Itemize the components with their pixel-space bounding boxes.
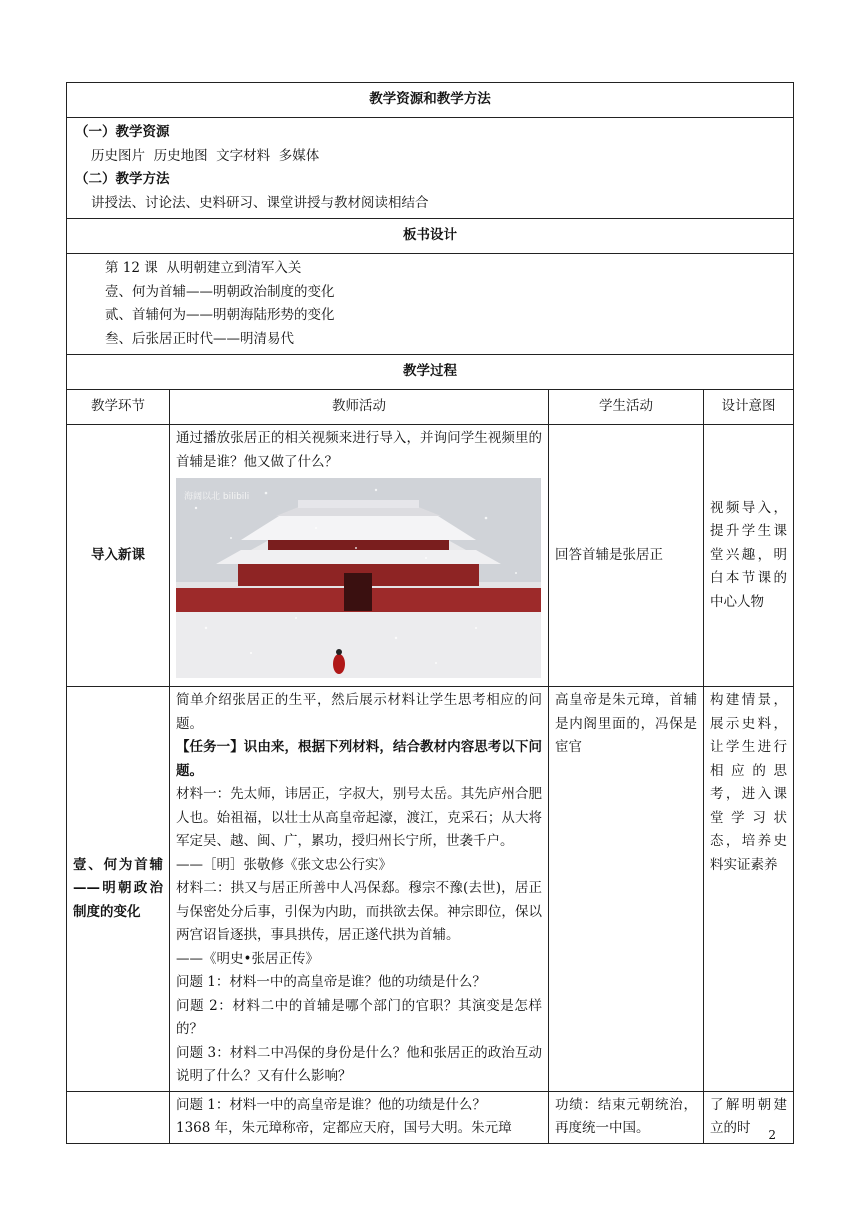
col-header-stage: 教学环节 — [67, 390, 170, 425]
resources-sec1-body: 历史图片 历史地图 文字材料 多媒体 — [91, 147, 320, 164]
teacher-question: 问题 1：材料一中的高皇帝是谁？他的功绩是什么？ — [176, 1096, 486, 1113]
resources-block — [67, 118, 794, 219]
student-cell: 功绩：结束元朝统治，再度统一中国。 — [549, 1091, 704, 1143]
page-number: 2 — [768, 1128, 776, 1142]
board-line: 贰、首辅何为——明朝海陆形势的变化 — [105, 307, 335, 323]
material-one-source: ——［明］张敬修《张文忠公行实》 — [176, 856, 392, 873]
document-page — [66, 82, 793, 1144]
question-two: 问题 2：材料二中的首辅是哪个部门的官职？其演变是怎样的？ — [176, 997, 542, 1037]
lesson-plan-table — [66, 82, 794, 1144]
intent-cell: 构建情景，展示史料，让学生进行相应的思考，进入课堂学习状态，培养史料实证素养 — [704, 687, 794, 1092]
resources-sec2-title: （二）教学方法 — [75, 171, 170, 187]
col-header-student: 学生活动 — [549, 390, 704, 425]
resources-row — [67, 118, 794, 219]
video-still[interactable] — [176, 478, 541, 678]
table-row — [67, 687, 794, 1092]
table-row — [67, 425, 794, 687]
board-line: 叁、后张居正时代——明清易代 — [105, 330, 294, 347]
intent-cell: 视频导入，提升学生课堂兴趣，明白本节课的中心人物 — [704, 425, 794, 687]
resources-sec2-body: 讲授法、讨论法、史料研习、课堂讲授与教材阅读相结合 — [91, 194, 429, 211]
question-one: 问题 1：材料一中的高皇帝是谁？他的功绩是什么？ — [176, 974, 486, 990]
teacher-cell — [170, 687, 549, 1092]
student-cell: 高皇帝是朱元璋，首辅是内阁里面的，冯保是宦官 — [549, 687, 704, 1092]
resources-header-row — [67, 83, 794, 118]
teacher-intro: 简单介绍张居正的生平，然后展示材料让学生思考相应的问题。 — [176, 692, 542, 732]
material-two: 材料二：拱又与居正所善中人冯保郄。穆宗不豫(去世)，居正与保密处分后事，引保为内助，而拱欲去保。神宗即位，保以两宫诏旨逐拱，事具拱传，居正遂代拱为首辅。 — [176, 880, 542, 943]
teacher-answer: 1368 年，朱元璋称帝，定都应天府，国号大明。朱元璋 — [176, 1120, 512, 1136]
stage-cell — [67, 1091, 170, 1143]
board-header-row — [67, 219, 794, 254]
board-line: 第 12 课 从明朝建立到清军入关 — [105, 260, 302, 276]
column-header-row — [67, 390, 794, 425]
col-header-teacher: 教师活动 — [170, 390, 549, 425]
board-line: 壹、何为首辅——明朝政治制度的变化 — [105, 283, 335, 300]
teacher-cell — [170, 1091, 549, 1143]
process-header-row — [67, 355, 794, 390]
question-three: 问题 3：材料二中冯保的身份是什么？他和张居正的政治互动说明了什么？又有什么影响？ — [176, 1044, 542, 1084]
board-row — [67, 254, 794, 355]
process-header: 教学过程 — [67, 355, 794, 390]
resources-header: 教学资源和教学方法 — [67, 83, 794, 118]
video-watermark: 海阔以北 bilibili — [184, 492, 250, 502]
material-two-source: ——《明史•张居正传》 — [176, 950, 319, 967]
col-header-intent: 设计意图 — [704, 390, 794, 425]
board-header: 板书设计 — [67, 219, 794, 254]
material-one: 材料一：先太师，讳居正，字叔大，别号太岳。其先庐州合肥人也。始祖福，以壮士从高皇帝起濠，渡江，克采石；从大将军定吴、越、闽、广，累功，授归州长宁所，世袭千户。 — [176, 786, 542, 849]
task-label: 【任务一】识由来，根据下列材料，结合教材内容思考以下问题。 — [176, 739, 542, 779]
table-row — [67, 1091, 794, 1143]
student-cell: 回答首辅是张居正 — [549, 425, 704, 687]
intent-cell: 了解明朝建立的时 — [704, 1091, 794, 1143]
teacher-text: 通过播放张居正的相关视频来进行导入，并询问学生视频里的首辅是谁？他又做了什么？ — [176, 430, 542, 470]
stage-cell: 壹、何为首辅——明朝政治制度的变化 — [67, 687, 170, 1092]
resources-sec1-title: （一）教学资源 — [75, 124, 170, 140]
stage-cell: 导入新课 — [67, 425, 170, 687]
board-block — [67, 254, 794, 355]
teacher-cell — [170, 425, 549, 687]
